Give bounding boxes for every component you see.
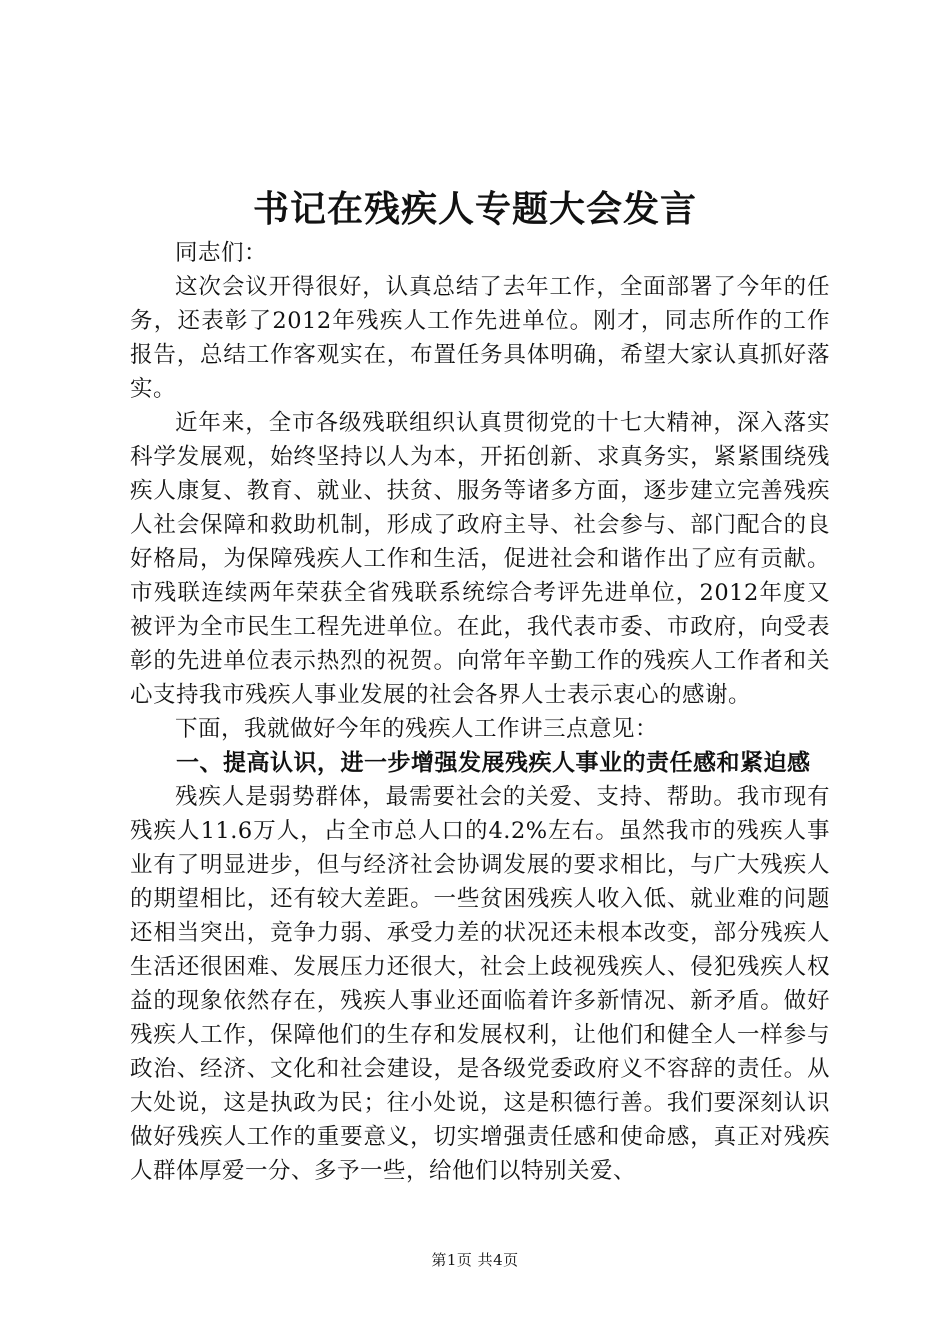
body-paragraph: 近年来，全市各级残联组织认真贯彻党的十七大精神，深入落实科学发展观，始终坚持以人为本，开拓创新、求真务实，紧紧围绕残疾人康复、教育、就业、扶贫、服务等诸多方面，逐步建立完善残疾人社会保障和救助机制，形成了政府主导、社会参与、部门配合的良好格局，为保障残疾人工作和生活，促进社会和谐作出了应有贡献。市残联连续两年荣获全省残联系统综合考评先进单位，2012年度又被评为全市民生工程先进单位。在此，我代表市委、市政府，向受表彰的先进单位表示热烈的祝贺。向常年辛勤工作的残疾人工作者和关心支持我市残疾人事业发展的社会各界人士表示衷心的感谢。	[130, 410, 830, 708]
body-paragraph: 这次会议开得很好，认真总结了去年工作，全面部署了今年的任务，还表彰了2012年残疾人工作先进单位。刚才，同志所作的工作报告，总结工作客观实在，布置任务具体明确，希望大家认真抓好落实。	[130, 274, 830, 402]
body-paragraph: 残疾人是弱势群体，最需要社会的关爱、支持、帮助。我市现有残疾人11.6万人，占全市总人口的4.2%左右。虽然我市的残疾人事业有了明显进步，但与经济社会协调发展的要求相比，与广大残疾人的期望相比，还有较大差距。一些贫困残疾人收入低、就业难的问题还相当突出，竞争力弱、承受力差的状况还未根本改变，部分残疾人生活还很困难、发展压力还很大，社会上歧视残疾人、侵犯残疾人权益的现象依然存在，残疾人事业还面临着许多新情况、新矛盾。做好残疾人工作，保障他们的生存和发展权利，让他们和健全人一样参与政治、经济、文化和社会建设，是各级党委政府义不容辞的责任。从大处说，这是执政为民；往小处说，这是积德行善。我们要深刻认识做好残疾人工作的重要意义，切实增强责任感和使命感，真正对残疾人群体厚爱一分、多予一些，给他们以特别关爱、	[130, 784, 830, 1184]
salutation-paragraph: 同志们：	[175, 240, 268, 266]
page-number-footer: 第1页 共4页	[431, 1251, 519, 1269]
body-paragraph: 下面，我就做好今年的残疾人工作讲三点意见：	[175, 716, 659, 742]
document-body	[130, 236, 830, 1188]
section-heading: 一、提高认识，进一步增强发展残疾人事业的责任感和紧迫感	[176, 749, 811, 776]
document-title: 书记在残疾人专题大会发言	[252, 188, 697, 230]
